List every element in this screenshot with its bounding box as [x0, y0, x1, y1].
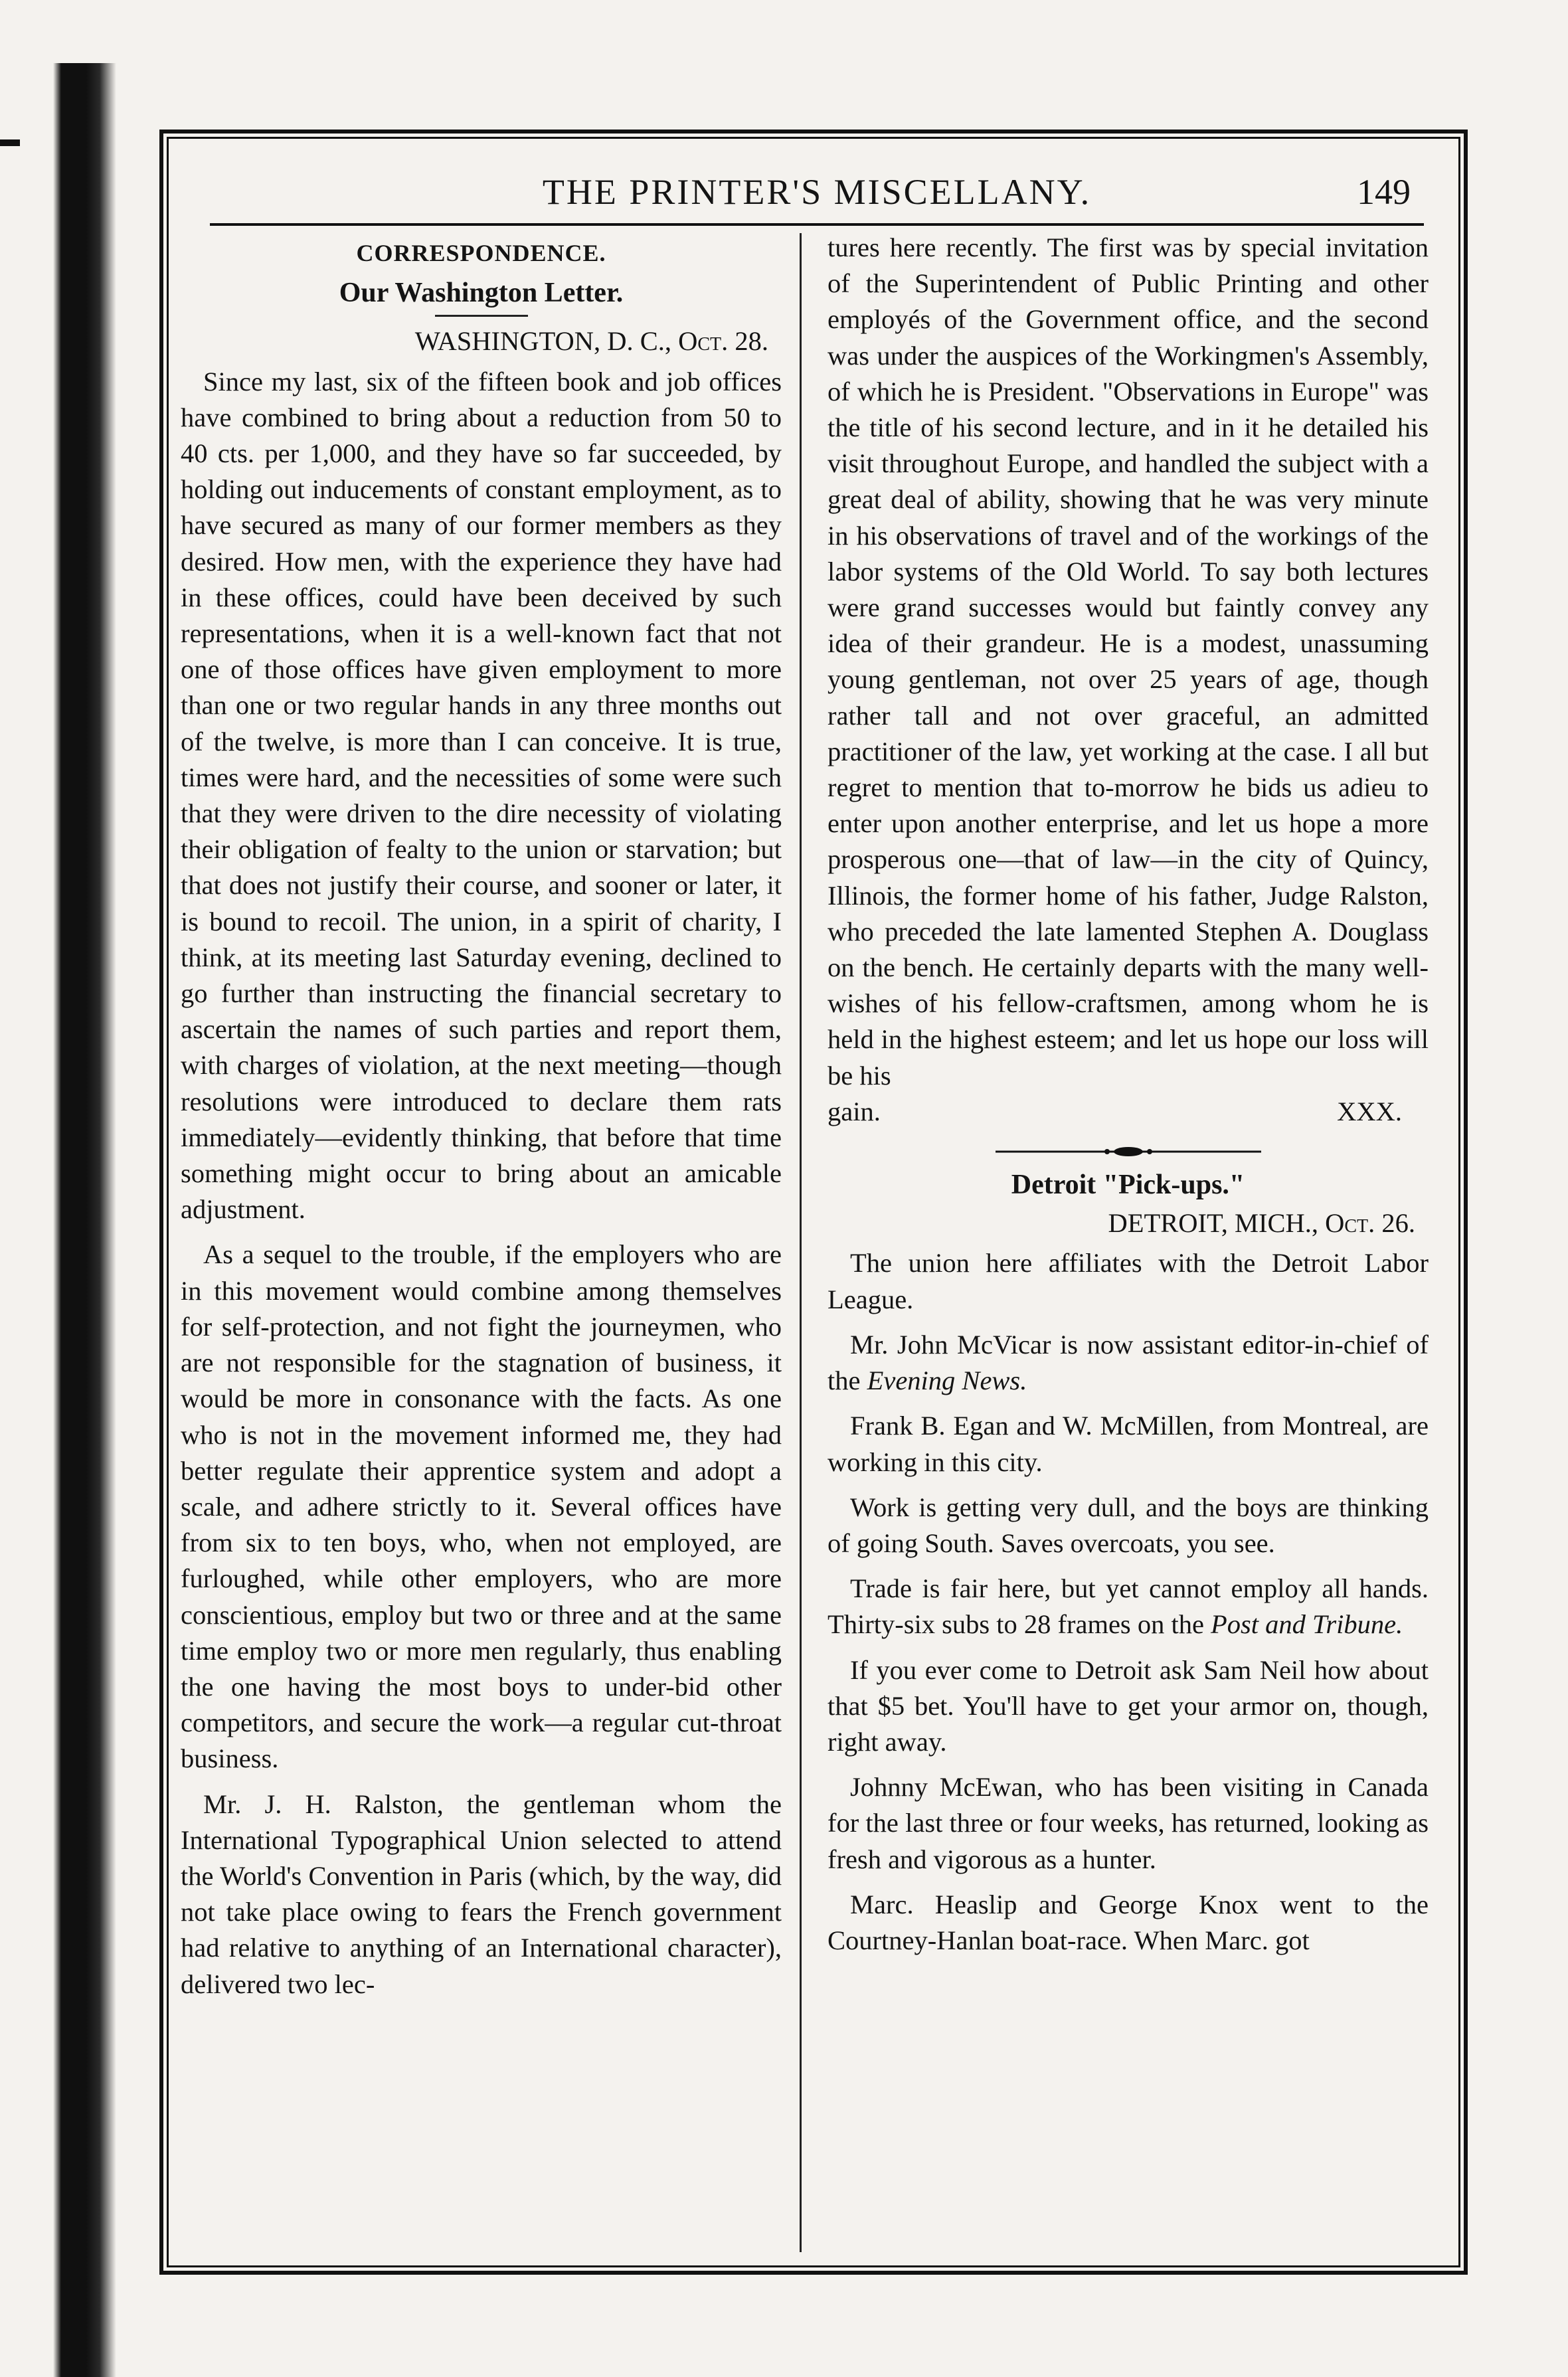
italic-title: Evening News. [867, 1365, 1027, 1396]
dateline-washington: WASHINGTON, D. C., Oct. 28. [414, 326, 768, 357]
publication-title: THE PRINTER'S MISCELLANY. [542, 172, 1092, 212]
paragraph: Marc. Heaslip and George Knox went to the Courtney-Hanlan boat-race. When Marc. got [828, 1889, 1429, 1955]
paragraph-continuation: tures here recently. The first was by special invitation of the Superintendent of Public Printing and other employés of the Government office, and the second was under the auspices of the Workingmen's Assembly, of which he is President. "Observations in Europe" was the title of his second lecture, and in it he detailed his visit throughout Europe, and handled the subject with a great deal of ability, showing that he was very minute in his observations of travel and of the workings of the labor systems of the Old World. To say both lectures were grand successes would but faintly convey any idea of their grandeur. He is a modest, unassuming young gentleman, not over 25 years of age, though rather tall and not over graceful, an admitted practitioner of the law, yet working at the case. I all but regret to mention that to-morrow he bids us adieu to enter upon another enterprise, and let us hope a more prosperous one—that of law—in the city of Quincy, Illinois, the former home of his father, Judge Ralston, who preceded the late lamented Stephen A. Douglass on the bench. He certainly departs with the many well-wishes of his fellow-craftsmen, among whom he is held in the highest esteem; and let us hope our loss will be his [828, 232, 1429, 1091]
page-number: 149 [1357, 172, 1411, 212]
paragraph: Since my last, six of the fifteen book and job offices have combined to bring about a reduction from 50 to 40 cts. per 1,000, and they have so far succeeded, by holding out inducements of constant employment, as to have secured as many of our former members as they desired. How men, with the experience they have had in these offices, could have been deceived by such representations, when it is a well-known fact that not one of those offices have given employment to more than one or two regular hands in any three months out of the twelve, is more than I can conceive. It is true, times were hard, and the necessities of some were such that they were driven to the dire necessity of violating their obligation of fealty to the union or starvation; but that does not justify their course, and sooner or later, it is bound to recoil. The union, in a spirit of charity, I think, at its meeting last Saturday evening, declined to go further than instructing the financial secretary to ascertain the names of such parties and report them, with charges of violation, at the next meeting—though resolutions were introduced to declare them rats immediately—evidently thinking, that before that time something might occur to bring about an amicable adjustment. [181, 366, 782, 1225]
text-run: Mr. John McVicar is now assistant editor-in-chief of the [828, 1329, 1429, 1396]
italic-title: Post and Tribune. [1211, 1609, 1403, 1640]
paragraph: Work is getting very dull, and the boys are thinking of going South. Saves overcoats, you see. [828, 1492, 1429, 1558]
left-column [181, 230, 782, 2002]
paragraph: Johnny McEwan, who has been visiting in Canada for the last three or four weeks, has returned, looking as fresh and vigorous as a hunter. [828, 1772, 1429, 1874]
right-column [828, 230, 1429, 1959]
article-title-washington: Our Washington Letter. [339, 278, 624, 309]
closing-word: gain. [828, 1096, 881, 1126]
paragraph: Frank B. Egan and W. McMillen, from Montreal, are working in this city. [828, 1411, 1429, 1477]
paragraph: The union here affiliates with the Detroit Labor League. [828, 1248, 1429, 1314]
paragraph: As a sequel to the trouble, if the employers who are in this movement would combine among themselves for self-protection, and not fight the journeymen, who are not responsible for the stagnation of business, it would be more in consonance with the facts. As one who is not in the movement informed me, they had better regulate their apprentice system and adopt a scale, and adhere strictly to it. Several offices have from six to ten boys, who, when not employed, are furloughed, while other employers, who are more conscientious, employ but two or three and at the same time employ two or more men regularly, thus enabling the one having the most boys to under-bid other competitors, and secure the work—a regular cut-throat business. [181, 1239, 782, 1774]
running-header [210, 170, 1424, 226]
dateline-detroit: DETROIT, MICH., Oct. 26. [1108, 1208, 1415, 1239]
signature: XXX. [1337, 1096, 1402, 1126]
paragraph: If you ever come to Detroit ask Sam Neil how about that $5 bet. You'll have to get your armor on, though, right away. [828, 1654, 1429, 1757]
signature-line [828, 1094, 1429, 1130]
column-rule [800, 233, 802, 2252]
article-title-detroit: Detroit "Pick-ups." [1011, 1170, 1245, 1201]
title-rule [435, 315, 528, 317]
paragraph [828, 1327, 1429, 1399]
text-run: Trade is fair here, but yet cannot employ all hands. Thirty-six subs to 28 frames on the [828, 1573, 1429, 1640]
binding-mark [0, 139, 20, 146]
ornament-divider [996, 1146, 1261, 1158]
paragraph: Mr. J. H. Ralston, the gentleman whom the International Typographical Union selected to attend the World's Convention in Paris (which, by the way, did not take place owing to fears the French government had relative to anything of an International character), delivered two lec- [181, 1789, 782, 1999]
page-frame [159, 130, 1468, 2275]
section-heading: CORRESPONDENCE. [356, 240, 606, 266]
paragraph [828, 1571, 1429, 1642]
